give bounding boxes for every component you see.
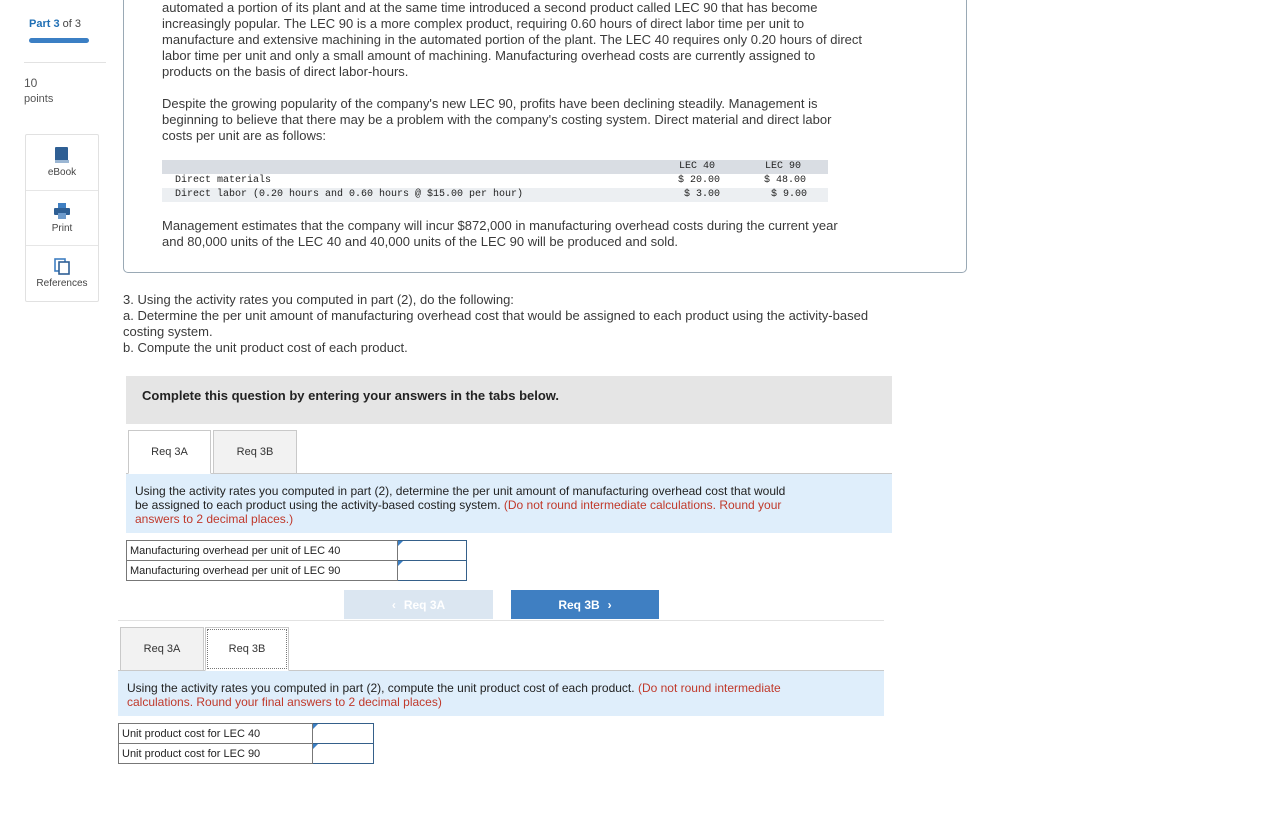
table-row	[127, 561, 467, 581]
prev-label: Req 3A	[403, 597, 446, 612]
row-label: Direct labor (0.20 hours and 0.60 hours @ $15.00 per hour)	[175, 189, 524, 200]
tab-req3a-2[interactable]: Req 3A	[120, 627, 204, 671]
row-label: Manufacturing overhead per unit of LEC 40	[127, 541, 398, 561]
table-row	[119, 724, 374, 744]
answer-cell	[398, 541, 467, 561]
overhead-lec90-input[interactable]	[398, 562, 466, 579]
part-label: Part	[29, 18, 51, 30]
row-label: Unit product cost for LEC 90	[119, 744, 313, 764]
book-icon	[53, 146, 71, 164]
rounding-note: (Do not round intermediate calculations. Round your	[503, 498, 782, 512]
rounding-note: (Do not round intermediate	[637, 681, 781, 695]
answer-cell	[313, 724, 374, 744]
prev-button[interactable]	[344, 590, 493, 619]
problem-paragraph-3	[162, 218, 942, 250]
text-line: beginning to believe that there may be a problem with the company's costing system. Direct material and direct labor	[162, 112, 832, 127]
answer-table-3a	[126, 540, 467, 581]
row-value: $ 9.00	[771, 189, 808, 200]
text-line: automated a portion of its plant and at the same time introduced a second product called LEC 90 that has become	[162, 0, 818, 15]
tab-req3b[interactable]: Req 3B	[213, 430, 297, 474]
part-total: of 3	[62, 18, 82, 30]
instruction-panel-3a	[126, 474, 892, 533]
text-line: b. Compute the unit product cost of each product.	[123, 340, 408, 355]
divider	[118, 620, 884, 621]
print-label: Print	[51, 223, 73, 234]
chevron-right-icon: ›	[607, 597, 612, 612]
tab-req3b-2[interactable]: Req 3B	[205, 627, 289, 671]
text-line: increasingly popular. The LEC 90 is a more complex product, requiring 0.60 hours of direct labor time per unit to	[162, 16, 805, 31]
text-line: a. Determine the per unit amount of manufacturing overhead cost that would be assigned to each product using the activity-based	[123, 308, 869, 323]
text-line: costing system.	[123, 324, 213, 339]
part-indicator	[29, 18, 81, 30]
divider	[24, 62, 106, 63]
answer-cell	[398, 561, 467, 581]
flag-icon	[313, 744, 318, 749]
ebook-button[interactable]	[26, 135, 98, 190]
unit-cost-lec40-input[interactable]	[313, 725, 373, 742]
panel-line: Using the activity rates you computed in part (2), determine the per unit amount of manufacturing overhead cost that would	[135, 484, 786, 498]
chevron-left-icon: ‹	[391, 597, 396, 612]
references-button[interactable]	[26, 245, 98, 301]
problem-paragraph-2	[162, 96, 942, 144]
printer-icon	[53, 202, 71, 220]
row-value: $ 20.00	[678, 175, 721, 186]
points-value: 10	[24, 76, 38, 90]
cost-table-header	[162, 160, 828, 174]
text-line: Management estimates that the company will incur $872,000 in manufacturing overhead costs during the current year	[162, 218, 838, 233]
table-row	[127, 541, 467, 561]
row-value: $ 3.00	[684, 189, 721, 200]
next-button[interactable]	[511, 590, 659, 619]
part-progress-bar	[29, 38, 89, 43]
answer-cell	[313, 744, 374, 764]
flag-icon	[313, 724, 318, 729]
instruction-panel-3b	[118, 671, 884, 716]
print-button[interactable]	[26, 190, 98, 246]
next-label: Req 3B	[558, 597, 600, 612]
table-row	[119, 744, 374, 764]
part-number: 3	[53, 18, 60, 30]
text-line: labor time per unit and only a small amount of machining. Manufacturing overhead costs are currently assigned to	[162, 48, 816, 63]
col-header-lec90: LEC 90	[765, 161, 802, 172]
answer-table-3b	[118, 723, 374, 764]
row-value: $ 48.00	[764, 175, 807, 186]
unit-cost-lec90-input[interactable]	[313, 745, 373, 762]
text-line: products on the basis of direct labor-hours.	[162, 64, 409, 79]
rounding-note: answers to 2 decimal places.)	[135, 512, 294, 526]
references-label: References	[36, 278, 88, 289]
flag-icon	[398, 541, 403, 546]
copy-icon	[53, 257, 71, 275]
panel-text: be assigned to each product using the activity-based costing system.	[135, 498, 501, 512]
overhead-lec40-input[interactable]	[398, 542, 466, 559]
instruction-text: Complete this question by entering your answers in the tabs below.	[142, 388, 560, 403]
text-line: 3. Using the activity rates you computed in part (2), do the following:	[123, 292, 514, 307]
question-text	[123, 292, 963, 356]
text-line: costs per unit are as follows:	[162, 128, 327, 143]
panel-text: Using the activity rates you computed in part (2), compute the unit product cost of each product.	[127, 681, 635, 695]
text-line: manufacture and extensive machining in the automated portion of the plant. The LEC 40 requires only 0.20 hours of direct	[162, 32, 863, 47]
tab-req3a[interactable]: Req 3A	[128, 430, 211, 474]
panel-line	[135, 498, 781, 512]
row-label: Manufacturing overhead per unit of LEC 90	[127, 561, 398, 581]
instruction-banner	[126, 376, 892, 424]
points-label: points	[24, 93, 54, 105]
flag-icon	[398, 561, 403, 566]
tools-panel	[25, 134, 99, 302]
row-label: Direct materials	[175, 175, 272, 186]
col-header-lec40: LEC 40	[679, 161, 716, 172]
rounding-note: calculations. Round your final answers to 2 decimal places)	[127, 695, 442, 709]
ebook-label: eBook	[47, 167, 77, 178]
row-label: Unit product cost for LEC 40	[119, 724, 313, 744]
problem-paragraph-1	[162, 0, 942, 80]
text-line: and 80,000 units of the LEC 40 and 40,000 units of the LEC 90 will be produced and sold.	[162, 234, 679, 249]
panel-line	[127, 681, 781, 695]
text-line: Despite the growing popularity of the company's new LEC 90, profits have been declining steadily. Management is	[162, 96, 818, 111]
